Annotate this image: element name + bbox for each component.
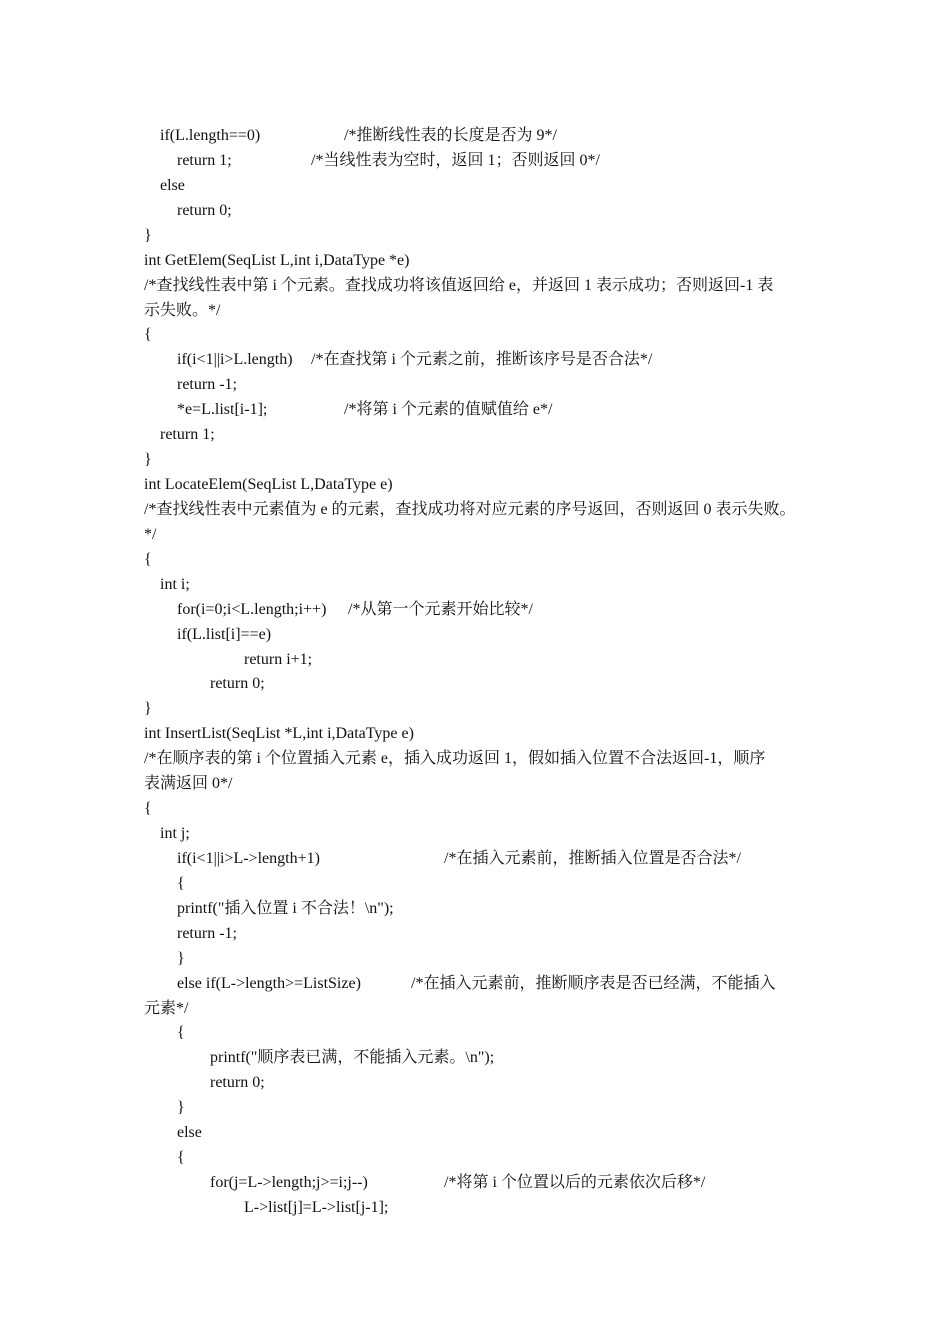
code-line	[144, 971, 820, 996]
code-line	[144, 173, 820, 198]
code-text: */	[144, 525, 157, 543]
code-line	[144, 248, 820, 273]
code-text: {	[177, 1149, 185, 1167]
code-text: }	[177, 949, 185, 967]
code-text: printf("插入位置 i 不合法！\n");	[177, 899, 394, 917]
code-line	[144, 671, 820, 696]
code-comment: /*从第一个元素开始比较*/	[348, 600, 533, 618]
code-line	[144, 273, 820, 298]
code-text: int GetElem(SeqList L,int i,DataType *e)	[144, 251, 410, 269]
code-line	[144, 1145, 820, 1170]
code-line	[144, 896, 820, 921]
code-text: 示失败。*/	[144, 301, 221, 319]
code-text: {	[177, 1024, 185, 1042]
code-text: }	[144, 700, 152, 718]
code-text: int i;	[160, 575, 190, 593]
code-line	[144, 397, 820, 422]
code-text: return -1;	[177, 924, 237, 942]
code-line	[144, 746, 820, 771]
code-text: {	[144, 800, 152, 818]
code-comment: /*在插入元素前，推断顺序表是否已经满，不能插入	[411, 974, 776, 992]
code-line	[144, 472, 820, 497]
code-text: }	[144, 226, 152, 244]
code-text: if(L.length==0)	[160, 127, 261, 144]
code-line	[144, 148, 820, 173]
code-line	[144, 1020, 820, 1045]
code-line	[144, 223, 820, 248]
code-line	[144, 547, 820, 572]
code-line	[144, 1070, 820, 1095]
code-line	[144, 1045, 820, 1070]
code-line	[144, 647, 820, 672]
code-text: if(i<1||i>L->length+1)	[177, 849, 320, 867]
code-line	[144, 372, 820, 397]
code-line	[144, 198, 820, 223]
code-text: /*查找线性表中第 i 个元素。查找成功将该值返回给 e，并返回 1 表示成功；否则返回-1 表	[144, 276, 774, 294]
code-comment: /*将第 i 个元素的值赋值给 e*/	[344, 401, 553, 419]
code-text: return -1;	[177, 376, 237, 394]
code-line	[144, 497, 820, 522]
code-comment: /*当线性表为空时，返回 1；否则返回 0*/	[311, 151, 600, 169]
code-text: int LocateElem(SeqList L,DataType e)	[144, 476, 393, 494]
code-line	[144, 622, 820, 647]
code-text: /*查找线性表中元素值为 e 的元素，查找成功将对应元素的序号返回，否则返回 0 表示失败。	[144, 500, 796, 518]
code-text: return 1;	[177, 151, 232, 169]
code-text: {	[144, 326, 152, 344]
code-line	[144, 1095, 820, 1120]
code-line	[144, 322, 820, 347]
code-line	[144, 597, 820, 622]
code-text: *e=L.list[i-1];	[177, 401, 268, 419]
code-text: else	[177, 1124, 202, 1142]
code-text: int j;	[160, 825, 190, 843]
code-line	[144, 996, 820, 1021]
code-text: /*在顺序表的第 i 个位置插入元素 e，插入成功返回 1，假如插入位置不合法返回-1，顺序	[144, 750, 766, 768]
code-line	[144, 1120, 820, 1145]
code-line	[144, 123, 820, 148]
code-text: if(L.list[i]==e)	[177, 625, 272, 643]
code-text: if(i<1||i>L.length)	[177, 351, 293, 369]
code-line	[144, 771, 820, 796]
code-text: return i+1;	[244, 650, 313, 668]
code-line	[144, 522, 820, 547]
code-text: for(j=L->length;j>=i;j--)	[210, 1174, 368, 1192]
code-line	[144, 946, 820, 971]
code-comment: /*推断线性表的长度是否为 9*/	[344, 127, 557, 144]
code-line	[144, 921, 820, 946]
code-text: {	[144, 550, 152, 568]
code-comment: /*在插入元素前，推断插入位置是否合法*/	[444, 849, 741, 867]
code-text: }	[177, 1099, 185, 1117]
code-text: L->list[j]=L->list[j-1];	[244, 1198, 389, 1216]
code-text: else	[160, 176, 185, 194]
code-text: return 1;	[160, 426, 215, 444]
code-line	[144, 1170, 820, 1195]
code-line	[144, 796, 820, 821]
code-line	[144, 298, 820, 323]
code-line	[144, 846, 820, 871]
code-line	[144, 347, 820, 372]
code-line	[144, 696, 820, 721]
code-text: for(i=0;i<L.length;i++)	[177, 600, 327, 618]
code-text: printf("顺序表已满，不能插入元素。\n");	[210, 1049, 495, 1067]
code-line	[144, 721, 820, 746]
code-line	[144, 821, 820, 846]
code-text: 表满返回 0*/	[144, 775, 233, 793]
code-text: {	[177, 874, 185, 892]
code-line	[144, 572, 820, 597]
code-line	[144, 447, 820, 472]
code-text: int InsertList(SeqList *L,int i,DataType e)	[144, 725, 414, 743]
code-comment: /*在查找第 i 个元素之前，推断该序号是否合法*/	[311, 351, 653, 369]
code-text: return 0;	[177, 201, 232, 219]
code-line	[144, 1195, 820, 1220]
code-text: return 0;	[210, 1074, 265, 1092]
code-text: }	[144, 451, 152, 469]
code-comment: /*将第 i 个位置以后的元素依次后移*/	[444, 1174, 706, 1192]
code-text: return 0;	[210, 675, 265, 693]
code-text: else if(L->length>=ListSize)	[177, 974, 361, 992]
code-line	[144, 422, 820, 447]
code-line	[144, 871, 820, 896]
code-text: 元素*/	[144, 999, 189, 1017]
